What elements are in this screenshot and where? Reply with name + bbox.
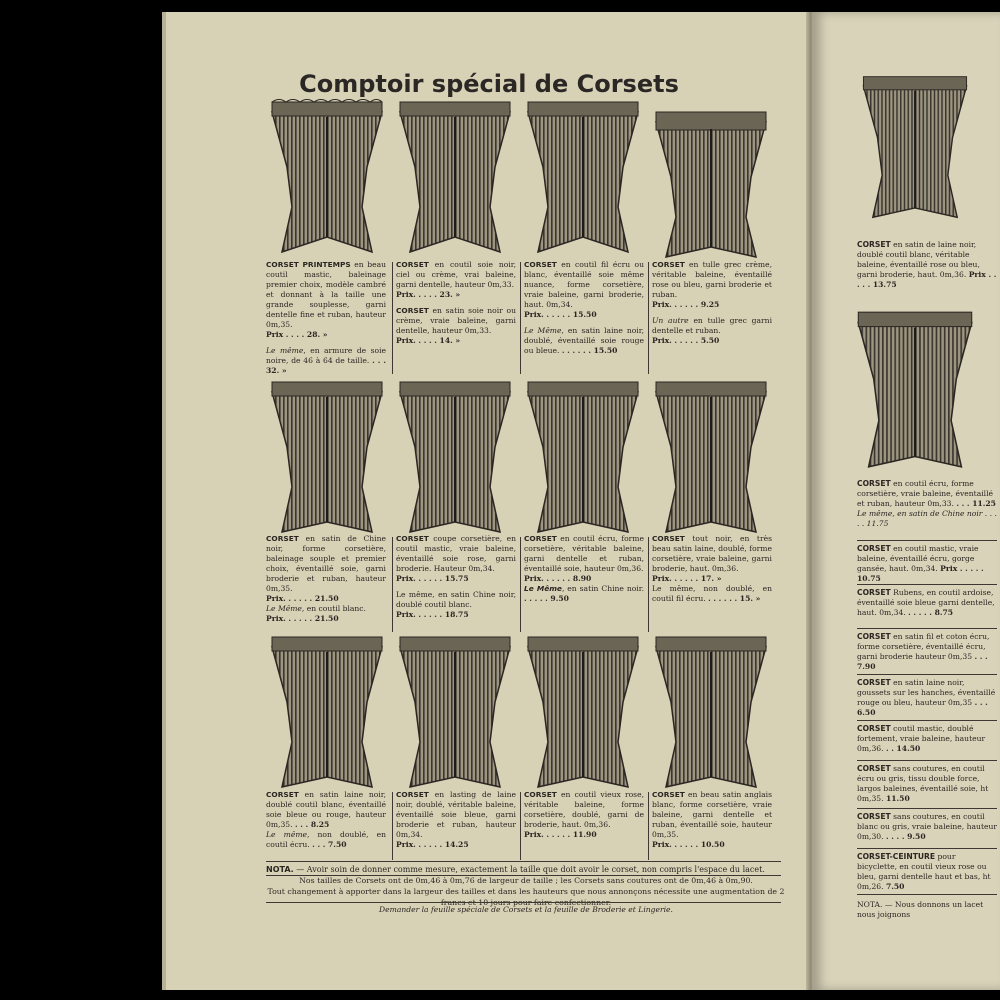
product-keyword: CORSET — [857, 812, 891, 821]
corset-illustration — [394, 632, 516, 792]
product-price: Prix. . . . . . 11.90 — [524, 830, 597, 839]
section-rule — [857, 628, 997, 629]
variant-keyword: Le Même — [266, 604, 302, 613]
product-price: Prix . . . . . 13.75 — [857, 270, 997, 289]
product-keyword: CORSET — [857, 678, 891, 687]
product-keyword: CORSET — [857, 479, 891, 488]
variant-price: . . . 7.50 — [312, 840, 347, 849]
product-keyword: CORSET — [857, 724, 891, 733]
product-description — [524, 790, 644, 840]
product-description — [857, 724, 997, 754]
corset-illustration — [854, 72, 976, 222]
variant-price: Prix. . . . . . 5.50 — [652, 336, 720, 345]
product-keyword: CORSET — [857, 544, 891, 553]
nota-text: — Avoir soin de donner comme mesure, exactement la taille que doit avoir le corset, non compris l'espace du lacet. — [296, 865, 765, 874]
product-keyword: CORSET — [857, 240, 891, 249]
product-price: Prix. . . . . . 21.50 — [266, 594, 339, 603]
product-keyword: CORSET — [396, 790, 429, 799]
footer-note: Demander la feuille spéciale de Corsets et la feuille de Broderie et Lingerie. — [379, 905, 673, 914]
product-description — [857, 852, 997, 892]
variant-price: Prix. . . . . . 21.50 — [266, 614, 339, 623]
product-price: Prix. . . . . . 14.25 — [396, 840, 469, 849]
product-text: en coutil fil écru ou blanc, éventaillé soie même nuance, forme corsetière, vraie baleine, garni broderie, haut. 0m,34. — [524, 260, 644, 309]
product-text: tout noir, en très beau satin laine, doublé, forme corsetière, vraie baleine, garni broderie, haut. 0m,36. — [652, 534, 772, 573]
product-text: en coutil mastic, vraie baleine, éventaillé écru, gorge gansée, haut. 0m,34. — [857, 544, 979, 573]
section-rule — [857, 760, 997, 761]
product-description — [652, 534, 772, 604]
column-divider — [392, 262, 393, 374]
product-keyword: CORSET-CEINTURE — [857, 852, 936, 861]
variant-text: , en armure de soie noire, de 46 à 64 de taille. — [266, 346, 386, 365]
product-description — [857, 479, 997, 529]
nota-keyword: NOTA. — [266, 865, 294, 874]
variant-price: . . . 32. » — [266, 356, 387, 375]
section-rule — [266, 902, 781, 903]
corset-illustration — [394, 377, 516, 537]
corset-illustration — [394, 97, 516, 257]
product-description — [652, 790, 772, 850]
catalog-page-right — [812, 12, 1000, 990]
product-description — [396, 260, 516, 346]
corset-illustration — [266, 632, 388, 792]
product-description — [857, 812, 997, 842]
product-text: en satin laine noir, goussets sur les hanches, éventaillé rouge ou bleu, hauteur 0m,35 — [857, 678, 996, 707]
corset-illustration — [650, 107, 772, 267]
column-divider — [648, 537, 649, 632]
variant-text: en satin soie noir ou crème, vraie baleine, garni dentelle, hauteur 0m,33. — [396, 306, 516, 335]
product-description — [266, 534, 386, 624]
product-price: . . . . 9.50 — [885, 832, 926, 841]
section-rule — [266, 861, 781, 862]
product-text: Rubens, en coutil ardoise, éventaillé soie bleue garni dentelle, haut. 0m,34. — [857, 588, 995, 617]
product-price: . . 14.50 — [885, 744, 921, 753]
product-description — [857, 764, 997, 804]
section-rule — [857, 584, 997, 585]
section-rule — [857, 894, 997, 895]
product-keyword: CORSET — [652, 790, 685, 799]
product-keyword: CORSET — [524, 260, 557, 269]
variant-text: , en coutil blanc. — [301, 604, 366, 613]
product-description — [857, 544, 997, 584]
product-description — [857, 588, 997, 618]
section-rule — [857, 848, 997, 849]
size-note-2: Tout changement à apporter dans la largeur des tailles et dans les hauteurs que nous annonçons nécessite une augmentation de 2 — [267, 887, 785, 896]
product-keyword: CORSET — [396, 260, 429, 269]
product-price: Prix . . . . . 10.75 — [857, 564, 984, 583]
product-price: . . . 7.90 — [857, 652, 988, 671]
product-keyword: CORSET — [396, 534, 429, 543]
variant-keyword: Un autre — [652, 316, 689, 325]
product-description — [524, 534, 644, 604]
product-price: . . . . . 8.75 — [908, 608, 954, 617]
section-rule — [857, 674, 997, 675]
product-description — [396, 790, 516, 850]
product-text: en coutil soie noir, ciel ou crème, vrai baleine, garni dentelle, hauteur 0m,33. — [396, 260, 516, 289]
product-keyword: CORSET — [652, 260, 685, 269]
column-divider — [392, 792, 393, 860]
product-text: en coutil vieux rose, véritable baleine, forme corsetière, doublé, garni de broderie, haut. 0m,36. — [524, 790, 644, 829]
product-keyword: CORSET — [524, 534, 557, 543]
variant-price: Prix. . . . . 14. » — [396, 336, 461, 345]
product-price: Prix. . . . . . 10.50 — [652, 840, 725, 849]
product-price: . . . 8.25 — [294, 820, 330, 829]
product-price: 7.50 — [885, 882, 905, 891]
product-description — [266, 260, 386, 376]
product-keyword: CORSET — [652, 534, 685, 543]
product-text: en satin de laine noir, doublé coutil blanc, véritable baleine, éventaillé rose ou bleu, garni broderie, haut. 0m,36. — [857, 240, 980, 279]
product-text: sans coutures, en coutil blanc ou gris, vraie baleine, hauteur 0m,30. — [857, 812, 998, 841]
column-divider — [392, 537, 393, 632]
product-text: en beau coutil mastic, baleinage premier choix, modèle cambré et donnant à la taille une grande souplesse, garni dentelle fine et ruban, hauteur 0m,35. — [266, 260, 386, 329]
product-keyword: CORSET — [857, 632, 891, 641]
product-price: . . . 6.50 — [857, 698, 988, 717]
column-divider — [648, 262, 649, 374]
product-text: en coutil écru, forme corsetière, véritable baleine, garni dentelle et ruban, éventaillé soie, hauteur 0m,36. — [524, 534, 644, 573]
column-divider — [520, 262, 521, 374]
product-price: Prix. . . . . . 9.25 — [652, 300, 720, 309]
variant-keyword: Le même — [266, 346, 304, 355]
section-rule — [857, 720, 997, 721]
corset-illustration — [522, 97, 644, 257]
corset-illustration — [650, 377, 772, 537]
catalog-page-left — [162, 12, 812, 990]
variant-price: . . . . . . 15.50 — [561, 346, 618, 355]
product-price: . . . 11.25 — [956, 499, 996, 508]
product-keyword: CORSET — [857, 588, 891, 597]
product-price: Prix. . . . . . 8.90 — [524, 574, 592, 583]
product-description — [266, 790, 386, 850]
product-description — [652, 260, 772, 346]
product-price: Prix. . . . . . 15.50 — [524, 310, 597, 319]
corset-illustration — [522, 377, 644, 537]
variant-text: , non doublé, en coutil écru. — [266, 830, 386, 849]
product-price: Prix . . . . 28. » — [266, 330, 328, 339]
column-divider — [648, 792, 649, 860]
product-keyword: CORSET — [524, 790, 557, 799]
section-rule — [857, 540, 997, 541]
product-text: sans coutures, en coutil écru ou gris, tissu double force, largos baleines, éventaillé soie, ht 0m,35. — [857, 764, 989, 803]
variant-text: Le même, en satin de Chine noir . . . . . 11.75 — [857, 509, 997, 528]
variant-keyword: CORSET — [396, 306, 429, 315]
product-text: en satin fil et coton écru, forme corsetière, éventaillé écru, garni broderie hauteur 0m,35 — [857, 632, 990, 661]
product-text: coutil mastic, doublé fortement, vraie baleine, hauteur 0m,36. — [857, 724, 986, 753]
corset-illustration — [852, 307, 978, 472]
column-divider — [520, 792, 521, 860]
page-title: Comptoir spécial de Corsets — [299, 70, 679, 98]
size-notes — [266, 875, 786, 908]
variant-text: en tulle grec garni dentelle et ruban. — [652, 316, 772, 335]
product-keyword: CORSET PRINTEMPS — [266, 260, 351, 269]
product-keyword: CORSET — [266, 534, 299, 543]
product-text: en lasting de laine noir, doublé, véritable baleine, éventaillé soie bleue, garni broderie et ruban, hauteur 0m,34. — [396, 790, 516, 839]
product-price: Prix. . . . . . 15.75 — [396, 574, 469, 583]
nota-line — [266, 864, 786, 875]
product-description — [396, 534, 516, 620]
product-text: en satin laine noir, doublé coutil blanc, éventaillé soie bleue ou rouge, hauteur 0m,35. — [266, 790, 386, 829]
variant-price: . . . . . . 15. » — [708, 594, 761, 603]
product-price: 11.50 — [885, 794, 910, 803]
product-text: en beau satin anglais blanc, forme corsetière, vraie baleine, garni dentelle et ruban, éventaillé soie, hauteur 0m,35. — [652, 790, 772, 839]
variant-keyword: Le Même — [524, 326, 562, 335]
product-text: en satin de Chine noir, forme corsetière, baleinage souple et premier choix, éventaillé soie, garni broderie et ruban, hauteur 0m,35. — [266, 534, 386, 593]
corset-illustration — [522, 632, 644, 792]
corset-illustration — [650, 632, 772, 792]
product-keyword: CORSET — [266, 790, 299, 799]
product-description — [857, 632, 997, 672]
variant-price: Prix. . . . . . 18.75 — [396, 610, 469, 619]
variant-text: , en satin laine noir, doublé, éventaillé soie rouge ou bleue. — [524, 326, 644, 355]
variant-text: Le même, non doublé, en coutil fil écru. — [652, 584, 772, 603]
product-text: pour bicyclette, en coutil vieux rose ou bleu, garni dentelle haut et bas, ht 0m,26. — [857, 852, 991, 891]
product-text: coupe corsetière, en coutil mastic, vraie baleine, éventaillé soie rose, garni broderie. Hauteur 0m,34. — [396, 534, 517, 573]
product-description — [857, 678, 997, 718]
corset-illustration — [266, 97, 388, 257]
corset-illustration — [266, 377, 388, 537]
variant-text: Le même, en satin Chine noir, doublé coutil blanc. — [396, 590, 516, 609]
product-price: Prix. . . . . . 17. » — [652, 574, 722, 583]
column-divider — [520, 537, 521, 632]
product-text: en coutil écru, forme corsetière, vraie baleine, éventaillé et ruban, hauteur 0m,33. — [857, 479, 994, 508]
product-description — [857, 240, 997, 290]
product-text: en tulle grec crème, véritable baleine, éventaillé rose ou bleu, garni broderie et ruban. — [652, 260, 772, 299]
product-keyword: CORSET — [857, 764, 891, 773]
nota-line: NOTA. — Nous donnons un lacet nous joignons — [857, 900, 984, 919]
product-description — [524, 260, 644, 356]
variant-keyword: Le Même — [524, 584, 562, 593]
variant-keyword: Le même — [266, 830, 308, 839]
section-rule — [857, 808, 997, 809]
product-price: Prix. . . . . 23. » — [396, 290, 461, 299]
variant-text: , en satin Chine noir. — [561, 584, 644, 593]
size-note-1: Nos tailles de Corsets ont de 0m,46 à 0m,76 de largeur de taille ; les Corsets sans coutures ont de 0m,46 à 0m,90. — [299, 876, 753, 885]
variant-price: . . . . . 9.50 — [524, 594, 569, 603]
